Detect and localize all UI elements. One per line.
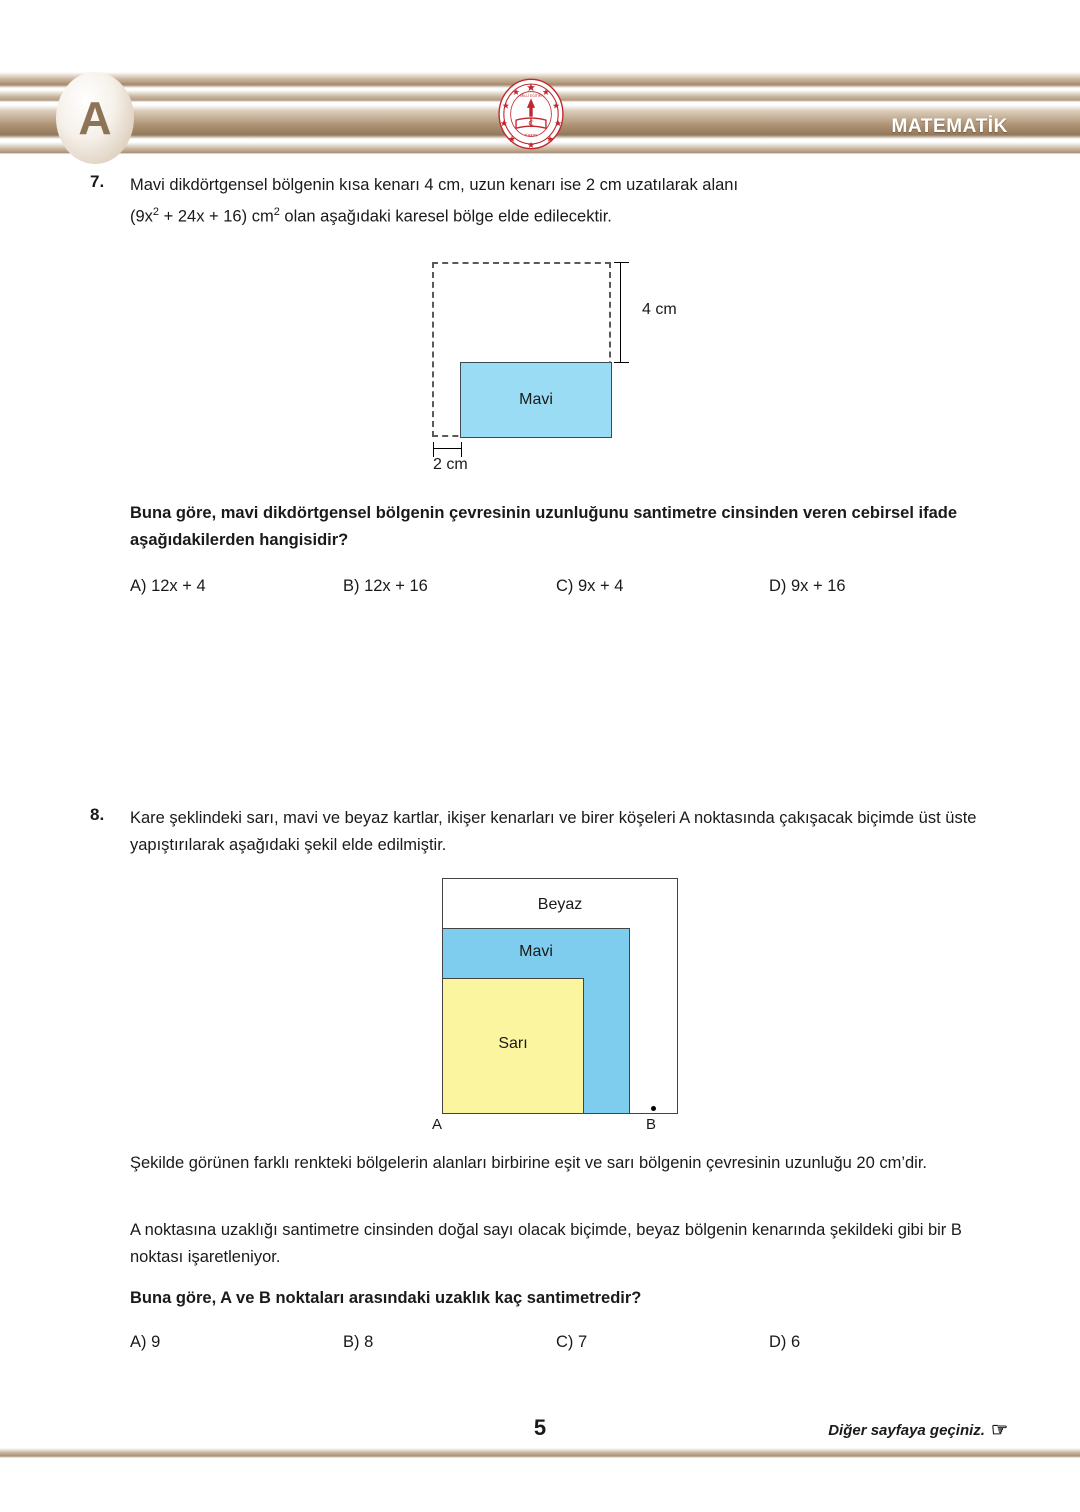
booklet-letter-badge bbox=[56, 72, 134, 164]
question-8-option-a[interactable]: A) 9 bbox=[130, 1333, 161, 1351]
question-7-stem-line2-pre: (9x bbox=[130, 207, 153, 226]
next-page-notice bbox=[828, 1419, 1008, 1442]
question-7-options bbox=[130, 577, 990, 596]
question-7-figure bbox=[0, 244, 1080, 474]
subject-title: MATEMATİK bbox=[891, 116, 1008, 137]
question-7-number: 7. bbox=[90, 172, 105, 191]
exponent-two-b: 2 bbox=[273, 206, 280, 218]
page-number: 5 bbox=[533, 1415, 547, 1440]
point-b-dot bbox=[651, 1106, 656, 1111]
question-7-prompt: Buna göre, mavi dikdörtgensel bölgenin çevresinin uzunluğunu santimetre cinsinden veren cebirsel ifade aşağıdakilerden hangisidir? bbox=[130, 504, 958, 549]
vertical-dimension-label: 4 cm bbox=[642, 301, 677, 318]
blue-square-label: Mavi bbox=[519, 943, 553, 960]
booklet-letter-text: A bbox=[78, 92, 112, 144]
vertical-dimension-line bbox=[620, 262, 621, 362]
question-7-stem-line1: Mavi dikdörtgensel bölgenin kısa kenarı 4 cm, uzun kenarı ise 2 cm uzatılarak alanı bbox=[130, 176, 739, 194]
pointing-hand-icon: ☞ bbox=[990, 1420, 1008, 1441]
question-8-prompt: Buna göre, A ve B noktaları arasındaki uzaklık kaç santimetredir? bbox=[130, 1289, 642, 1307]
question-8-option-c[interactable]: C) 7 bbox=[556, 1333, 588, 1351]
exponent-two-a: 2 bbox=[152, 206, 160, 218]
question-7-option-a[interactable]: A) 12x + 4 bbox=[130, 577, 206, 595]
yellow-square-label: Sarı bbox=[498, 1035, 528, 1052]
horizontal-dimension-label: 2 cm bbox=[433, 456, 468, 473]
question-7-option-b[interactable]: B) 12x + 16 bbox=[343, 577, 428, 595]
question-8-option-d[interactable]: D) 6 bbox=[769, 1333, 801, 1351]
blue-rectangle-label: Mavi bbox=[519, 391, 553, 408]
question-8-number: 8. bbox=[90, 805, 105, 824]
question-7-option-d[interactable]: D) 9x + 16 bbox=[769, 577, 846, 595]
question-8-paragraph-1: Şekilde görünen farklı renkteki bölgelerin alanları birbirine eşit ve sarı bölgenin çevresinin uzunluğu 20 cm’dir. bbox=[130, 1154, 928, 1172]
question-7-stem-line2-post: olan aşağıdaki karesel bölge elde edilecektir. bbox=[279, 207, 612, 226]
next-page-text: Diğer sayfaya geçiniz. bbox=[828, 1422, 985, 1439]
question-8-stem: Kare şeklindeki sarı, mavi ve beyaz kartlar, ikişer kenarları ve birer köşeleri A noktasında çakışacak biçimde üst üste yapıştırılarak aşağıdaki şekil elde edilmiştir. bbox=[130, 809, 977, 854]
question-8-options bbox=[130, 1333, 990, 1352]
point-a-label: A bbox=[432, 1116, 443, 1133]
horizontal-dimension-line bbox=[433, 448, 461, 449]
question-8-paragraph-2: A noktasına uzaklığı santimetre cinsinden doğal sayı olacak biçimde, beyaz bölgenin kenarında şekildeki gibi bir B noktası işaretleniyor. bbox=[130, 1221, 962, 1266]
svg-text:TÜRKİYE: TÜRKİYE bbox=[524, 133, 538, 138]
question-7-stem-line2-mid: + 24x + 16) cm bbox=[159, 207, 274, 226]
question-8-option-b[interactable]: B) 8 bbox=[343, 1333, 374, 1351]
footer-divider bbox=[0, 1448, 1080, 1458]
question-8-figure bbox=[0, 870, 1080, 1133]
question-7-stem bbox=[130, 172, 990, 231]
svg-text:C: C bbox=[528, 118, 534, 128]
white-square-label: Beyaz bbox=[537, 896, 583, 913]
svg-text:MİLLÎ EĞİTİM: MİLLÎ EĞİTİM bbox=[520, 94, 542, 99]
meb-ministry-logo-icon bbox=[497, 78, 565, 150]
blue-rectangle bbox=[460, 362, 612, 438]
question-7-option-c[interactable]: C) 9x + 4 bbox=[556, 577, 624, 595]
point-b-label: B bbox=[646, 1116, 657, 1133]
